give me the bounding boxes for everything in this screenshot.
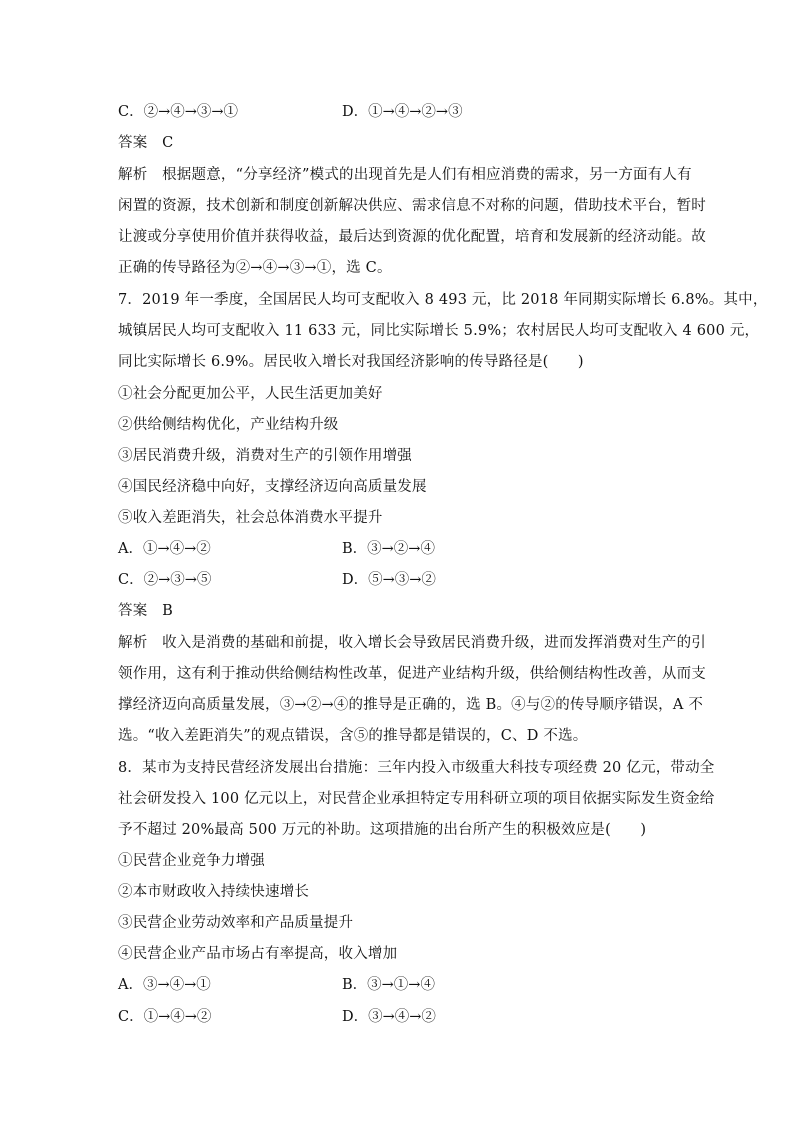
q7-item-2: ②供给侧结构优化，产业结构升级	[118, 417, 339, 433]
q8-item-3: ③民营企业劳动效率和产品质量提升	[118, 915, 354, 931]
q7-option-a: A．①→④→②	[118, 541, 211, 557]
prev-analysis-line-4: 正确的传导路径为②→④→③→①，选 C。	[118, 260, 392, 276]
q8-stem-line-1: 8．某市为支持民营经济发展出台措施：三年内投入市级重大科技专项经费 20 亿元，带动全	[118, 760, 715, 776]
q7-item-5: ⑤收入差距消失，社会总体消费水平提升	[118, 510, 383, 526]
q8-option-a: A．③→④→①	[118, 977, 211, 993]
q7-item-3: ③居民消费升级，消费对生产的引领作用增强	[118, 448, 412, 464]
q7-answer: 答案 B	[118, 603, 173, 619]
prev-analysis-line-3: 让渡或分享使用价值并获得收益，最后达到资源的优化配置，培育和发展新的经济动能。故	[118, 229, 706, 245]
q7-analysis-line-1: 解析 收入是消费的基础和前提，收入增长会导致居民消费升级，进而发挥消费对生产的引	[118, 635, 706, 651]
q8-option-b: B．③→①→④	[342, 977, 435, 993]
prev-answer: 答案 C	[118, 135, 174, 151]
q7-item-4: ④国民经济稳中向好，支撑经济迈向高质量发展	[118, 479, 427, 495]
q7-option-d: D．⑤→③→②	[342, 572, 436, 588]
q7-stem-line-3: 同比实际增长 6.9%。居民收入增长对我国经济影响的传导路径是( )	[118, 354, 584, 370]
q8-item-1: ①民营企业竞争力增强	[118, 853, 265, 869]
q7-option-c: C．②→③→⑤	[118, 572, 212, 588]
q7-stem-line-1: 7．2019 年一季度，全国居民人均可支配收入 8 493 元，比 2018 年同期实际增长 6.8%。其中，	[118, 292, 768, 308]
q8-option-d: D．③→④→②	[342, 1009, 436, 1025]
q7-analysis-line-3: 撑经济迈向高质量发展，③→②→④的推导是正确的，选 B。④与②的传导顺序错误，A 不	[118, 697, 704, 713]
prev-option-d: D．①→④→②→③	[342, 104, 463, 120]
prev-option-c: C．②→④→③→①	[118, 104, 239, 120]
q8-item-2: ②本市财政收入持续快速增长	[118, 884, 310, 900]
q8-option-c: C．①→④→②	[118, 1009, 212, 1025]
q7-analysis-line-2: 领作用，这有利于推动供给侧结构性改革，促进产业结构升级，供给侧结构性改善，从而支	[118, 666, 706, 682]
q8-stem-line-3: 予不超过 20%最高 500 万元的补助。这项措施的出台所产生的积极效应是( )	[118, 822, 647, 838]
q7-analysis-line-4: 选。“收入差距消失”的观点错误，含⑤的推导都是错误的，C、D 不选。	[118, 728, 588, 744]
q7-stem-line-2: 城镇居民人均可支配收入 11 633 元，同比实际增长 5.9%；农村居民人均可支配收入 4 600 元，	[118, 323, 760, 339]
q8-item-4: ④民营企业产品市场占有率提高，收入增加	[118, 946, 398, 962]
q7-item-1: ①社会分配更加公平，人民生活更加美好	[118, 386, 383, 402]
q8-stem-line-2: 社会研发投入 100 亿元以上，对民营企业承担特定专用科研立项的项目依据实际发生资金给	[118, 791, 715, 807]
prev-analysis-line-1: 解析 根据题意，“分享经济”模式的出现首先是人们有相应消费的需求，另一方面有人有	[118, 167, 692, 183]
prev-analysis-line-2: 闲置的资源，技术创新和制度创新解决供应、需求信息不对称的问题，借助技术平台，暂时	[118, 198, 706, 214]
q7-option-b: B．③→②→④	[342, 541, 435, 557]
